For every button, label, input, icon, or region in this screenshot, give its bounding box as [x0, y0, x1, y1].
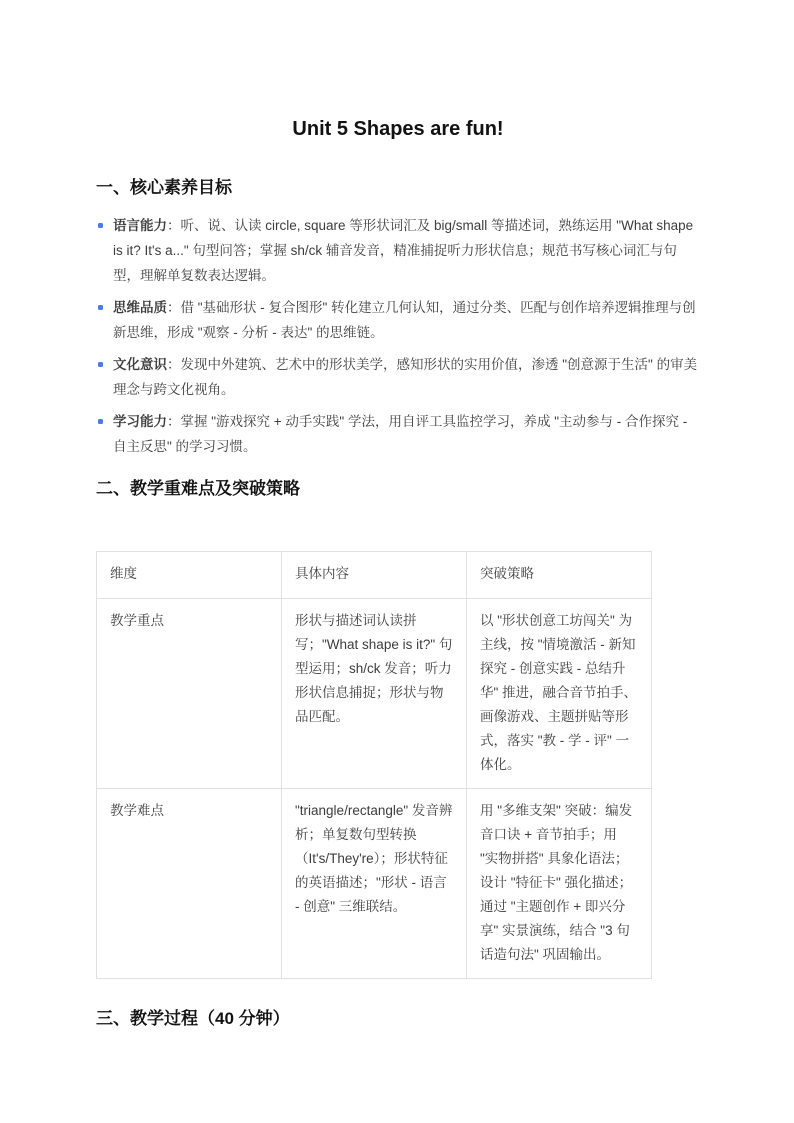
- column-header-content: 具体内容: [282, 552, 467, 599]
- list-item-learning-ability: [96, 409, 700, 459]
- bullet-icon: [98, 362, 103, 367]
- objective-text: ：发现中外建筑、艺术中的形状美学，感知形状的实用价值，渗透 "创意源于生活" 的审美理念与跨文化视角。: [113, 357, 698, 397]
- key-points-table: [96, 551, 652, 979]
- bullet-icon: [98, 419, 103, 424]
- cell-strategy: 用 "多维支架" 突破：编发音口诀 + 音节拍手；用 "实物拼搭" 具象化语法；设计 "特征卡" 强化描述；通过 "主题创作 + 即兴分享" 实景演练，结合 "3 句话造句法" 巩固输出。: [467, 789, 652, 979]
- list-item-language-ability: [96, 213, 700, 288]
- section-heading-key-points: 二、教学重难点及突破策略: [96, 479, 300, 498]
- column-header-strategy: 突破策略: [467, 552, 652, 599]
- table-row: [97, 599, 652, 789]
- cell-dimension: 教学重点: [97, 599, 282, 789]
- objectives-list: [96, 213, 700, 459]
- bullet-icon: [98, 305, 103, 310]
- objective-label: 思维品质: [113, 300, 167, 315]
- document-content: [96, 0, 700, 1030]
- objective-label: 语言能力: [113, 218, 167, 233]
- objective-label: 学习能力: [113, 414, 167, 429]
- cell-content: "triangle/rectangle" 发音辨析；单复数句型转换（It's/They're）；形状特征的英语描述；"形状 - 语言 - 创意" 三维联结。: [282, 789, 467, 979]
- table-header-row: [97, 552, 652, 599]
- column-header-dimension: 维度: [97, 552, 282, 599]
- cell-strategy: 以 "形状创意工坊闯关" 为主线，按 "情境激活 - 新知探究 - 创意实践 - 总结升华" 推进，融合音节拍手、画像游戏、主题拼贴等形式，落实 "教 - 学 - 评" 一体化。: [467, 599, 652, 789]
- objective-text: ：借 "基础形状 - 复合图形" 转化建立几何认知，通过分类、匹配与创作培养逻辑推理与创新思维，形成 "观察 - 分析 - 表达" 的思维链。: [113, 300, 696, 340]
- objective-text: ：掌握 "游戏探究 + 动手实践" 学法，用自评工具监控学习，养成 "主动参与 - 合作探究 - 自主反思" 的学习习惯。: [113, 414, 688, 454]
- section-heading-process: 三、教学过程（40 分钟）: [96, 1009, 290, 1028]
- document-title: Unit 5 Shapes are fun!: [292, 118, 504, 140]
- cell-dimension: 教学难点: [97, 789, 282, 979]
- objective-label: 文化意识: [113, 357, 167, 372]
- table-row: [97, 789, 652, 979]
- list-item-thinking-quality: [96, 295, 700, 345]
- list-item-cultural-awareness: [96, 352, 700, 402]
- cell-content: 形状与描述词认读拼写；"What shape is it?" 句型运用；sh/ck 发音；听力形状信息捕捉；形状与物品匹配。: [282, 599, 467, 789]
- section-heading-core-goals: 一、核心素养目标: [96, 178, 232, 197]
- bullet-icon: [98, 223, 103, 228]
- objective-text: ：听、说、认读 circle, square 等形状词汇及 big/small 等描述词，熟练运用 "What shape is it? It's a..." 句型问答；掌握 sh/ck 辅音发音，精准捕捉听力形状信息；规范书写核心词汇与句型，理解单复数表达逻辑。: [113, 218, 694, 283]
